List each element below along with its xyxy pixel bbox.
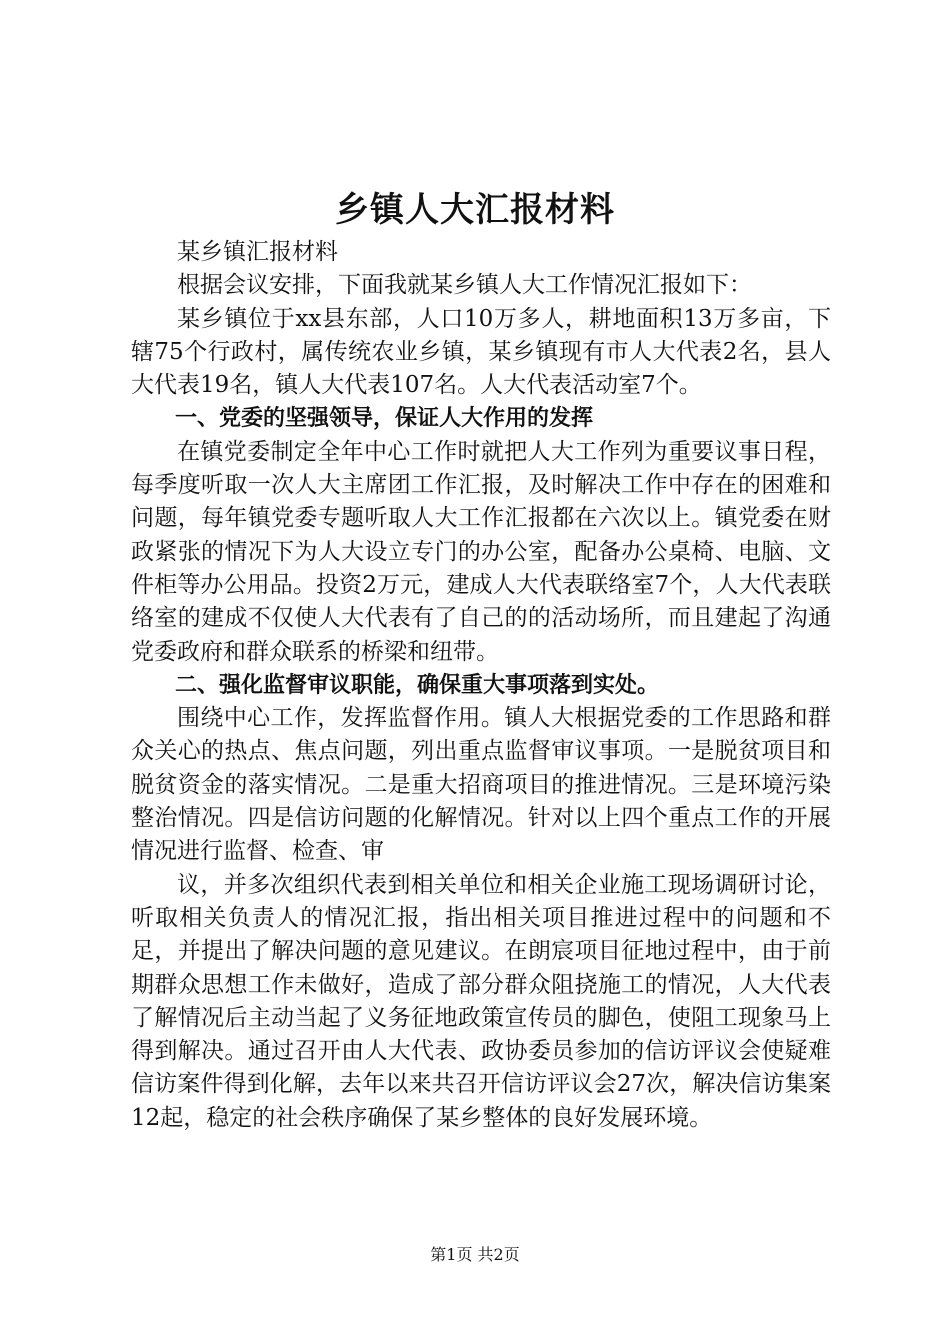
paragraph-subtitle: 某乡镇汇报材料	[177, 239, 338, 265]
section-heading-1: 一、党委的坚强领导，保证人大作用的发挥	[175, 406, 594, 432]
paragraph-section-1: 在镇党委制定全年中心工作时就把人大工作列为重要议事日程，每季度听取一次人大主席团工作汇报，及时解决工作中存在的困难和问题，每年镇党委专题听取人大工作汇报都在六次以上。镇党委在财政紧张的情况下为人大设立专门的办公室，配备办公桌椅、电脑、文件柜等办公用品。投资2万元，建成人大代表联络室7个，人大代表联络室的建成不仅使人大代表有了自己的的活动场所，而且建起了沟通党委政府和群众联系的桥梁和纽带。	[131, 438, 831, 665]
paragraph-section-2a: 围绕中心工作，发挥监督作用。镇人大根据党委的工作思路和群众关心的热点、焦点问题，列出重点监督审议事项。一是脱贫项目和脱贫资金的落实情况。二是重大招商项目的推进情况。三是环境污染整治情况。四是信访问题的化解情况。针对以上四个重点工作的开展情况进行监督、检查、审	[131, 705, 831, 865]
paragraph-section-2b: 议，并多次组织代表到相关单位和相关企业施工现场调研讨论，听取相关负责人的情况汇报，指出相关项目推进过程中的问题和不足，并提出了解决问题的意见建议。在朗宸项目征地过程中，由于前期群众思想工作未做好，造成了部分群众阻挠施工的情况，人大代表了解情况后主动当起了义务征地政策宣传员的脚色，使阻工现象马上得到解决。通过召开由人大代表、政协委员参加的信访评议会使疑难信访案件得到化解，去年以来共召开信访评议会27次，解决信访集案12起，稳定的社会秩序确保了某乡整体的良好发展环境。	[131, 871, 831, 1131]
section-heading-2: 二、强化监督审议职能，确保重大事项落到实处。	[175, 672, 660, 698]
paragraph-intro: 根据会议安排，下面我就某乡镇人大工作情况汇报如下：	[177, 272, 752, 299]
page-number: 第1页 共2页	[430, 1245, 520, 1264]
paragraph-overview: 某乡镇位于xx县东部，人口10万多人，耕地面积13万多亩，下辖75个行政村，属传统农业乡镇，某乡镇现有市人大代表2名，县人大代表19名，镇人大代表107名。人大代表活动室7个。	[131, 305, 831, 399]
document-title: 乡镇人大汇报材料	[335, 190, 615, 230]
document-body	[131, 236, 831, 1135]
